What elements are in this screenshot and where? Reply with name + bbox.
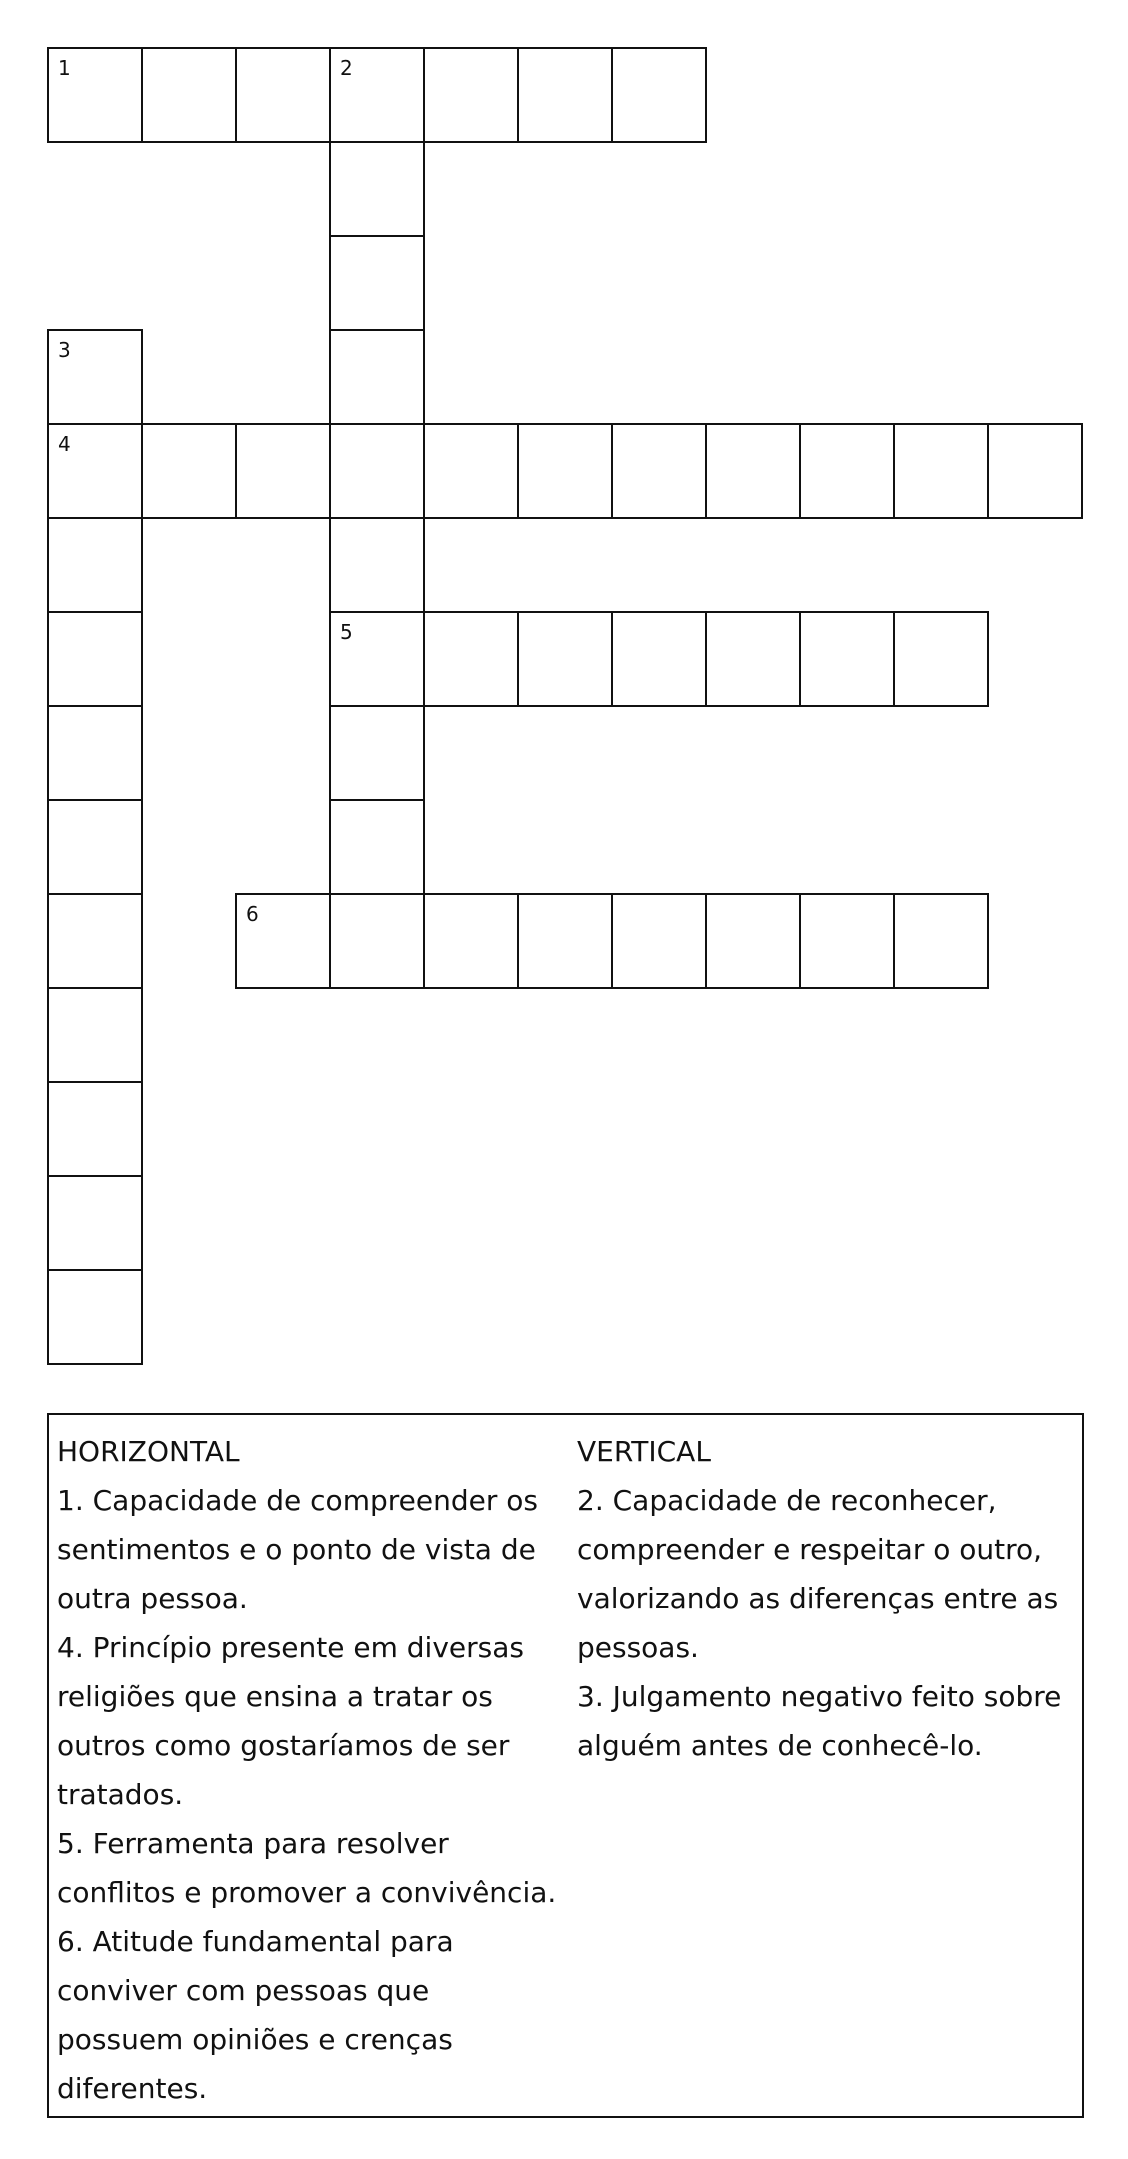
- crossword-cell[interactable]: [329, 893, 425, 989]
- crossword-cell[interactable]: [705, 611, 801, 707]
- crossword-cell[interactable]: [893, 893, 989, 989]
- crossword-cell[interactable]: [423, 611, 519, 707]
- crossword-cell[interactable]: [799, 611, 895, 707]
- crossword-cell[interactable]: [329, 235, 425, 331]
- crossword-cell[interactable]: [987, 423, 1083, 519]
- crossword-cell[interactable]: [47, 517, 143, 613]
- crossword-cell[interactable]: [517, 47, 613, 143]
- crossword-cell[interactable]: [517, 423, 613, 519]
- vertical-title: VERTICAL: [577, 1435, 711, 1468]
- clue-vertical-3: 3. Julgamento negativo feito sobre alguém antes de conhecê-lo.: [577, 1680, 1062, 1762]
- clue-horizontal-5: 5. Ferramenta para resolver conflitos e promover a convivência.: [57, 1827, 557, 1909]
- clue-vertical-2: 2. Capacidade de reconhecer, compreender e respeitar o outro, valorizando as diferenças entre as pessoas.: [577, 1484, 1059, 1664]
- crossword-cell[interactable]: [47, 1081, 143, 1177]
- crossword-cell[interactable]: [517, 611, 613, 707]
- crossword-cell[interactable]: [705, 423, 801, 519]
- crossword-cell[interactable]: [329, 423, 425, 519]
- crossword-cell[interactable]: [235, 423, 331, 519]
- crossword-cell[interactable]: [611, 611, 707, 707]
- crossword-cell[interactable]: [799, 893, 895, 989]
- crossword-cell[interactable]: [423, 423, 519, 519]
- clue-number: 6: [246, 902, 259, 926]
- crossword-cell[interactable]: [141, 423, 237, 519]
- crossword-cell[interactable]: [705, 893, 801, 989]
- crossword-cell[interactable]: [893, 423, 989, 519]
- crossword-cell[interactable]: [329, 47, 425, 143]
- crossword-cell[interactable]: [611, 893, 707, 989]
- crossword-cell[interactable]: [423, 893, 519, 989]
- crossword-cell[interactable]: [47, 423, 143, 519]
- clue-number: 2: [340, 56, 353, 80]
- crossword-cell[interactable]: [47, 987, 143, 1083]
- crossword-cell[interactable]: [799, 423, 895, 519]
- vertical-clues: [577, 1427, 1077, 1770]
- crossword-cell[interactable]: [47, 611, 143, 707]
- crossword-cell[interactable]: [47, 799, 143, 895]
- crossword-cell[interactable]: [47, 47, 143, 143]
- crossword-cell[interactable]: [517, 893, 613, 989]
- clue-number: 3: [58, 338, 71, 362]
- clue-number: 5: [340, 620, 353, 644]
- horizontal-clues: [57, 1427, 557, 2113]
- clue-horizontal-4: 4. Princípio presente em diversas religiões que ensina a tratar os outros como gostaríamos de ser tratados.: [57, 1631, 524, 1811]
- crossword-cell[interactable]: [423, 47, 519, 143]
- clue-number: 4: [58, 432, 71, 456]
- crossword-cell[interactable]: [47, 1175, 143, 1271]
- crossword-cell[interactable]: [611, 423, 707, 519]
- crossword-cell[interactable]: [611, 47, 707, 143]
- clues-box: [47, 1413, 1084, 2118]
- crossword-cell[interactable]: [329, 329, 425, 425]
- crossword-cell[interactable]: [47, 329, 143, 425]
- horizontal-title: HORIZONTAL: [57, 1435, 240, 1468]
- clue-number: 1: [58, 56, 71, 80]
- clue-horizontal-6: 6. Atitude fundamental para conviver com pessoas que possuem opiniões e crenças diferentes.: [57, 1925, 454, 2105]
- crossword-cell[interactable]: [235, 893, 331, 989]
- crossword-cell[interactable]: [893, 611, 989, 707]
- crossword-cell[interactable]: [47, 1269, 143, 1365]
- crossword-cell[interactable]: [47, 705, 143, 801]
- crossword-cell[interactable]: [329, 141, 425, 237]
- crossword-cell[interactable]: [141, 47, 237, 143]
- crossword-cell[interactable]: [47, 893, 143, 989]
- crossword-cell[interactable]: [329, 611, 425, 707]
- crossword-cell[interactable]: [329, 517, 425, 613]
- crossword-cell[interactable]: [329, 705, 425, 801]
- crossword-cell[interactable]: [329, 799, 425, 895]
- crossword-cell[interactable]: [235, 47, 331, 143]
- clue-horizontal-1: 1. Capacidade de compreender os sentimentos e o ponto de vista de outra pessoa.: [57, 1484, 538, 1615]
